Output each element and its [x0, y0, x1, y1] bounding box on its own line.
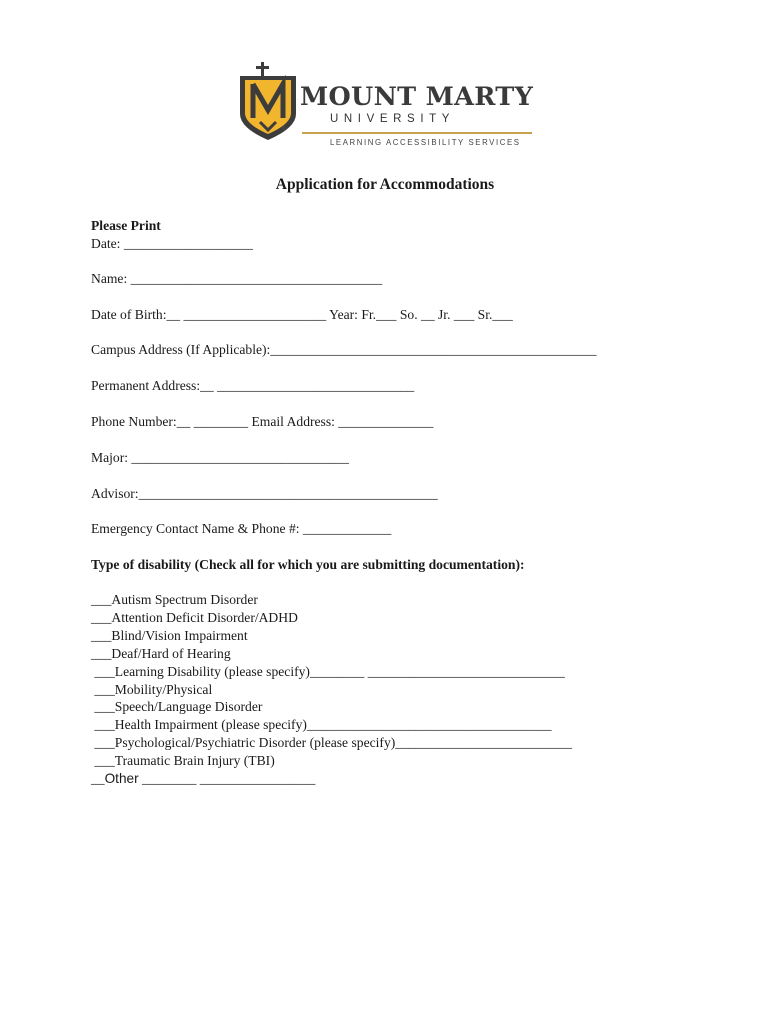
- other-label: Other: [104, 771, 139, 786]
- disability-option[interactable]: ___Attention Deficit Disorder/ADHD: [91, 610, 298, 625]
- dob-year-field[interactable]: Date of Birth:__ _____________________ Year: Fr.___ So. __ Jr. ___ Sr.___: [91, 307, 513, 322]
- page-title: Application for Accommodations: [275, 176, 495, 193]
- please-print-label: Please Print: [91, 218, 161, 233]
- logo-divider: [302, 132, 532, 134]
- disability-option[interactable]: ___Mobility/Physical: [91, 682, 213, 697]
- disability-option[interactable]: ___Blind/Vision Impairment: [91, 628, 248, 643]
- logo-name: MOUNT MARTY: [300, 82, 534, 112]
- permanent-address-field[interactable]: Permanent Address:__ _____________________________: [91, 378, 415, 393]
- date-field[interactable]: Date: ___________________: [91, 236, 253, 251]
- disability-option[interactable]: ___Traumatic Brain Injury (TBI): [91, 753, 275, 768]
- logo-service: LEARNING ACCESSIBILITY SERVICES: [330, 138, 521, 147]
- disability-option[interactable]: ___Deaf/Hard of Hearing: [91, 646, 231, 661]
- other-blank: ________ _________________: [138, 771, 316, 786]
- advisor-field[interactable]: Advisor:____________________________________________: [91, 486, 438, 501]
- other-prefix: __: [91, 771, 105, 786]
- logo-university: UNIVERSITY: [330, 113, 456, 125]
- major-field[interactable]: Major: ________________________________: [91, 450, 349, 465]
- emergency-contact-field[interactable]: Emergency Contact Name & Phone #: _____________: [91, 521, 392, 536]
- disability-option[interactable]: ___Autism Spectrum Disorder: [91, 592, 258, 607]
- disability-option[interactable]: ___Health Impairment (please specify)____________________________________: [91, 717, 552, 732]
- name-field[interactable]: Name: _____________________________________: [91, 271, 383, 286]
- phone-email-field[interactable]: Phone Number:__ ________ Email Address: ______________: [91, 414, 434, 429]
- disability-option[interactable]: ___Learning Disability (please specify)________ _____________________________: [91, 664, 565, 679]
- disability-option-other[interactable]: [91, 770, 315, 788]
- disability-option[interactable]: ___Psychological/Psychiatric Disorder (please specify)__________________________: [91, 735, 572, 750]
- disability-option[interactable]: ___Speech/Language Disorder: [91, 699, 263, 714]
- registered-mark: ®: [282, 126, 286, 132]
- university-logo: [236, 62, 536, 154]
- disability-heading: Type of disability (Check all for which you are submitting documentation):: [91, 557, 525, 572]
- campus-address-field[interactable]: Campus Address (If Applicable):________________________________________________: [91, 342, 597, 357]
- shield-logo-icon: [236, 62, 300, 142]
